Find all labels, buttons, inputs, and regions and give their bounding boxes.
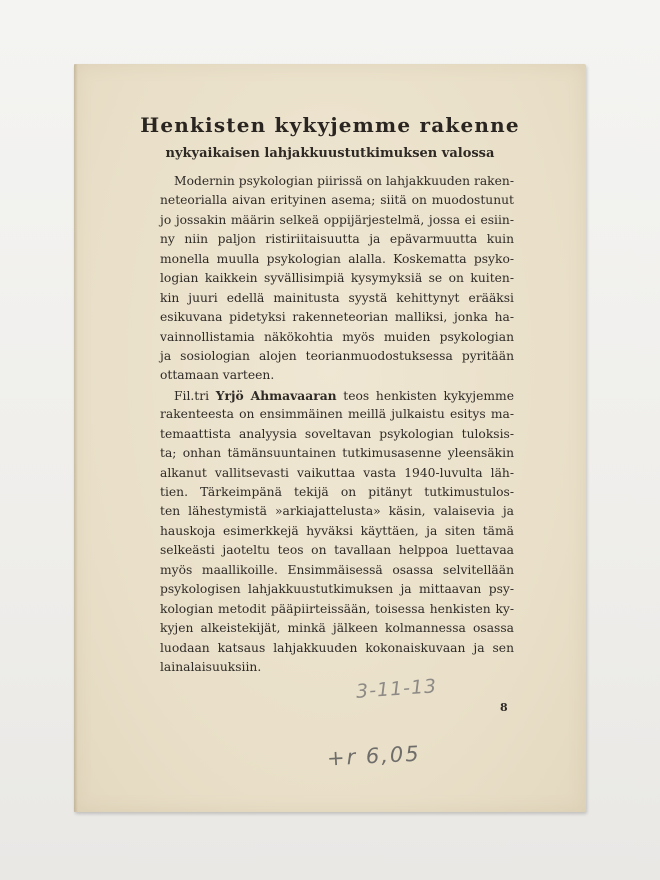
text-line: selkeästi jaoteltu teos on tavallaan helppoa luettavaa (160, 543, 514, 558)
text-line: ta; onhan tämänsuuntainen tutkimusasenne yleensäkin (160, 446, 514, 461)
book-title: Henkisten kykyjemme rakenne (140, 113, 520, 137)
text-line: ny niin paljon ristiriitaisuutta ja epävarmuutta kuin (160, 232, 514, 247)
text-line: kyjen alkeistekijät, minkä jälkeen kolmannessa osassa (160, 621, 514, 636)
page-number: 8 (500, 701, 508, 714)
text-line: kin juuri edellä mainitusta syystä kehittynyt erääksi (160, 290, 514, 305)
author-name: Yrjö Ahmavaaran (215, 387, 337, 403)
handwritten-date: 3-11-13 (355, 675, 438, 703)
text-fragment: teos henkisten kykyjemme (336, 388, 514, 403)
text-line: rakenteesta on ensimmäinen meillä julkaistu esitys ma- (160, 407, 514, 422)
text-line: neteorialla aivan erityinen asema; siitä on muodostunut (160, 193, 514, 208)
text-line: ja sosiologian alojen teorianmuodostuksessa pyritään (160, 348, 514, 363)
book-subtitle: nykyaikaisen lahjakkuustutkimuksen valossa (165, 146, 495, 161)
text-line: esikuvana pidetyksi rakenneteorian malliksi, jonka ha- (160, 310, 514, 325)
text-line: hauskoja esimerkkejä hyväksi käyttäen, ja siten tämä (160, 523, 514, 538)
text-line-author (160, 386, 514, 405)
text-line: tien. Tärkeimpänä tekijä on pitänyt tutkimustulos- (160, 485, 514, 499)
text-line: logian kaikkein syvällisimpiä kysymyksiä se on kuiten- (160, 271, 514, 286)
text-line: lainalaisuuksiin. (160, 659, 262, 674)
text-line: jo jossakin määrin selkeä oppijärjestelmä, jossa ei esiin- (160, 212, 514, 227)
text-line: psykologisen lahjakkuustutkimuksen ja mittaavan psy- (160, 582, 514, 597)
text-line: myös maallikoille. Ensimmäisessä osassa selvitellään (160, 562, 514, 577)
text-fragment: Fil.tri (174, 388, 216, 403)
text-line: ottamaan varteen. (160, 368, 275, 383)
handwritten-price: +r 6,05 (326, 741, 422, 771)
text-line: luodaan katsaus lahjakkuuden kokonaiskuvaan ja sen (160, 640, 514, 655)
text-line: temaattista analyysia soveltavan psykologian tuloksis- (160, 426, 514, 441)
text-line: kologian metodit pääpiirteissään, toisessa henkisten ky- (160, 601, 514, 616)
text-line: alkanut vallitsevasti vaikuttaa vasta 1940-luvulta läh- (160, 465, 514, 480)
text-line: vainnollistamia näkökohtia myös muiden psykologian (160, 329, 514, 344)
blurb-text (160, 172, 514, 677)
book-spine-edge (74, 64, 78, 812)
text-line: monella muulla psykologian alalla. Koskematta psyko- (160, 251, 514, 266)
text-line: Modernin psykologian piirissä on lahjakkuuden raken- (174, 174, 514, 188)
text-line: ten lähestymistä »arkiajattelusta» käsin, valaisevia ja (160, 504, 514, 519)
